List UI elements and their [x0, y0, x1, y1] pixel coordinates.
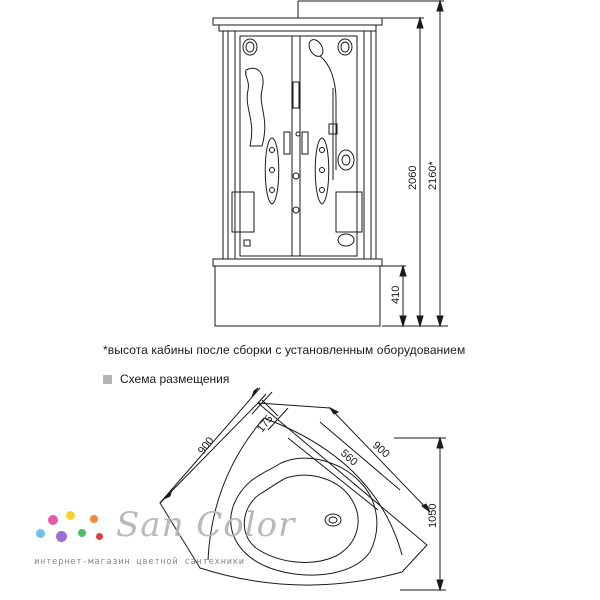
- logo-dot: [36, 529, 45, 538]
- logo-dot: [78, 529, 86, 537]
- jet: [320, 148, 325, 153]
- lamp-right-inner: [341, 42, 349, 52]
- label-width-left: 900: [195, 434, 217, 457]
- logo-dot: [56, 531, 67, 542]
- cabin-roof: [213, 18, 382, 25]
- logo-dot: [48, 515, 58, 525]
- label-total-height: 2160*: [427, 161, 439, 190]
- label-diagonal: 1050: [427, 503, 439, 528]
- jet: [270, 168, 275, 173]
- center-jet: [293, 173, 299, 179]
- mirror-panel: [246, 68, 265, 146]
- label-tray-height: 410: [390, 285, 402, 304]
- label-width-right: 900: [369, 439, 392, 461]
- dimension-tray-depth: [288, 422, 400, 510]
- footnote: *высота кабины после сборки с установленным оборудованием: [103, 343, 466, 357]
- seat-right: [336, 192, 362, 232]
- legend-swatch: [103, 375, 112, 384]
- cabin-roof-lip: [219, 25, 376, 31]
- brand-logo: [30, 505, 296, 575]
- legend-label: Схема размещения: [120, 372, 230, 386]
- label-seat-offset: 175: [254, 412, 276, 435]
- tray-apron: [215, 266, 380, 326]
- logo-dot: [66, 511, 75, 520]
- legend: [103, 372, 229, 386]
- brand-name: San Color: [116, 505, 296, 545]
- mixer: [338, 150, 354, 170]
- foot-jet: [338, 234, 354, 246]
- drain-inner: [329, 517, 337, 523]
- control-left: [284, 132, 290, 154]
- logo-dot: [96, 533, 103, 540]
- mixer-knob: [342, 155, 350, 165]
- logo-dot: [90, 515, 98, 523]
- jet: [320, 168, 325, 173]
- dimension-total-height: [298, 1, 448, 326]
- center-jet: [293, 207, 299, 213]
- jet: [320, 188, 325, 193]
- control-right: [302, 132, 308, 154]
- cabin-elevation: [213, 18, 382, 326]
- brand-tagline: интернет-магазин цветной сантехники: [34, 557, 245, 567]
- right-post: [364, 31, 371, 259]
- center-jet: [296, 132, 300, 136]
- lamp-left-inner: [246, 42, 254, 52]
- lamp-left: [243, 39, 257, 55]
- shower-head: [306, 37, 325, 59]
- door-handle: [293, 82, 299, 108]
- tray-rim: [213, 259, 382, 266]
- label-cabin-height: 2060: [407, 165, 419, 190]
- lamp-right: [338, 39, 352, 55]
- label-tray-depth: 560: [337, 447, 360, 469]
- drain: [325, 514, 341, 526]
- jet: [270, 188, 275, 193]
- jet: [270, 148, 275, 153]
- drain-marker: [244, 240, 250, 246]
